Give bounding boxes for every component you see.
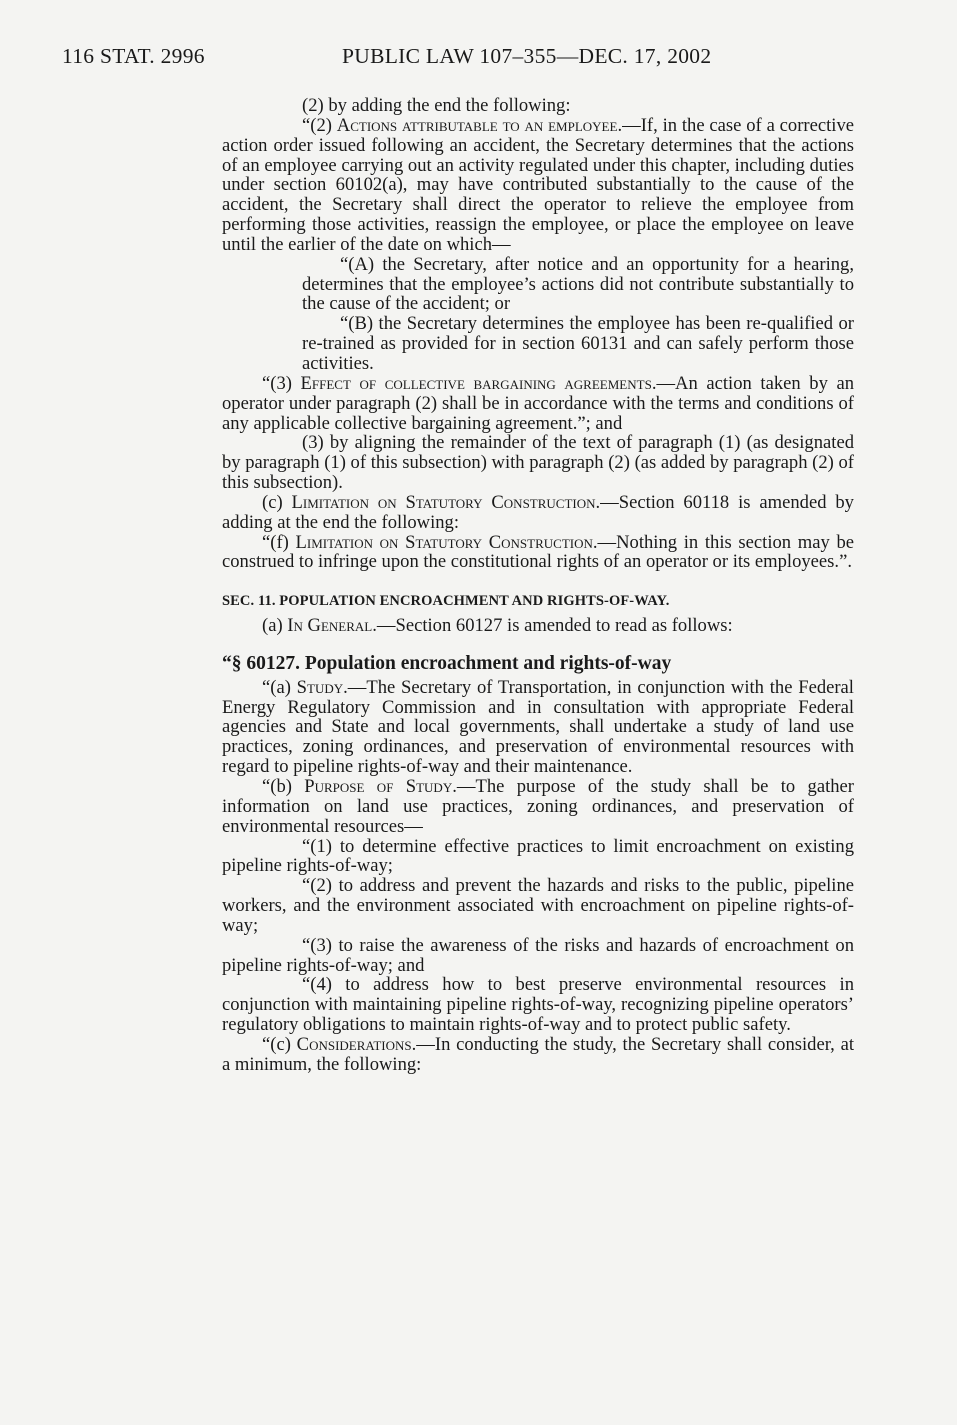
paragraph-actions-attributable: “(2) Actions attributable to an employee.—If, in the case of a corrective action order issued following an accident, the Secretary determines that the actions of an employee carrying out an activity regulated under this chapter, including duties under section 60102(a), may have contributed substantially to the cause of the accident, the Secretary shall direct the operator to relieve the employee from performing those activities, reassign the employee, or place the employee on leave until the earlier of the date on which— [222,114,854,255]
paragraph-aligning: (3) by aligning the remainder of the text of paragraph (1) (as designated by paragraph (1) of this subsection) with paragraph (2) (as added by paragraph (2) of this subsection). [222,432,854,494]
paragraph-heading: Effect of collective bargaining agreements [300,372,652,394]
subsection-b-purpose: “(b) Purpose of Study.—The purpose of the study shall be to gather information on land use practices, zoning ordinances, and preservation of environmental resources— [222,776,854,837]
subsection-heading: Considerations [296,1033,412,1055]
section-11-heading: SEC. 11. POPULATION ENCROACHMENT AND RIGHTS-OF-WAY. [222,593,670,610]
subparagraph-a: “(A) the Secretary, after notice and an opportunity for a hearing, determines that the employee’s actions did not contribute substantially to the cause of the accident; or [302,253,854,315]
document-body [222,96,854,1075]
subsection-heading: Limitation on Statutory Construction [291,491,596,513]
subsection-a-in-general: (a) In General.—Section 60127 is amended to read as follows: [262,615,733,637]
purpose-item-1: “(1) to determine effective practices to limit encroachment on existing pipeline rights-of-way; [222,835,854,877]
subparagraph-b: “(B) the Secretary determines the employee has been re-qualified or re-trained as provided for in section 60131 and can safely perform those activities. [302,313,854,374]
paragraph-collective-bargaining: “(3) Effect of collective bargaining agreements.—An action taken by an operator under paragraph (2) shall be in accordance with the terms and conditions of any applicable collective bargaining agreement.”; and [222,372,855,434]
purpose-item-4: “(4) to address how to best preserve environmental resources in conjunction with maintaining pipeline rights-of-way, recognizing pipeline operators’ regulatory obligations to maintain rights-of-way and to protect public safety. [222,974,854,1036]
subsection-heading: Limitation on Statutory Construction [295,531,593,553]
subsection-heading: Purpose of Study [304,776,453,797]
stat-citation: 116 STAT. 2996 [62,44,205,68]
paragraph-heading: Actions attributable to an employee [336,114,618,136]
subsection-heading: In General [287,615,373,637]
subsection-heading: Study [296,676,344,698]
paragraph-adding: (2) by adding the end the following: [302,95,571,116]
section-60127-heading: “§ 60127. Population encroachment and rights-of-way [222,652,672,674]
purpose-item-2: “(2) to address and prevent the hazards and risks to the public, pipeline workers, and the environment associated with encroachment on pipeline rights-of-way; [222,875,854,936]
subsection-f-limitation: “(f) Limitation on Statutory Construction.—Nothing in this section may be construed to infringe upon the constitutional rights of an operator or its employees.”. [222,531,854,573]
purpose-item-3: “(3) to raise the awareness of the risks and hazards of encroachment on pipeline rights-of-way; and [222,934,854,976]
public-law-heading: PUBLIC LAW 107–355—DEC. 17, 2002 [342,44,712,68]
subsection-c-considerations: “(c) Considerations.—In conducting the study, the Secretary shall consider, at a minimum, the following: [222,1033,854,1075]
subsection-c-limitation: (c) Limitation on Statutory Construction.—Section 60118 is amended by adding at the end the following: [222,491,854,533]
subsection-a-study: “(a) Study.—The Secretary of Transportation, in conjunction with the Federal Energy Regulatory Commission and in consultation with appropriate Federal agencies and State and local governments, shall undertake a study of land use practices, zoning ordinances, and preservation of environmental resources with regard to pipeline rights-of-way and their maintenance. [222,676,854,778]
